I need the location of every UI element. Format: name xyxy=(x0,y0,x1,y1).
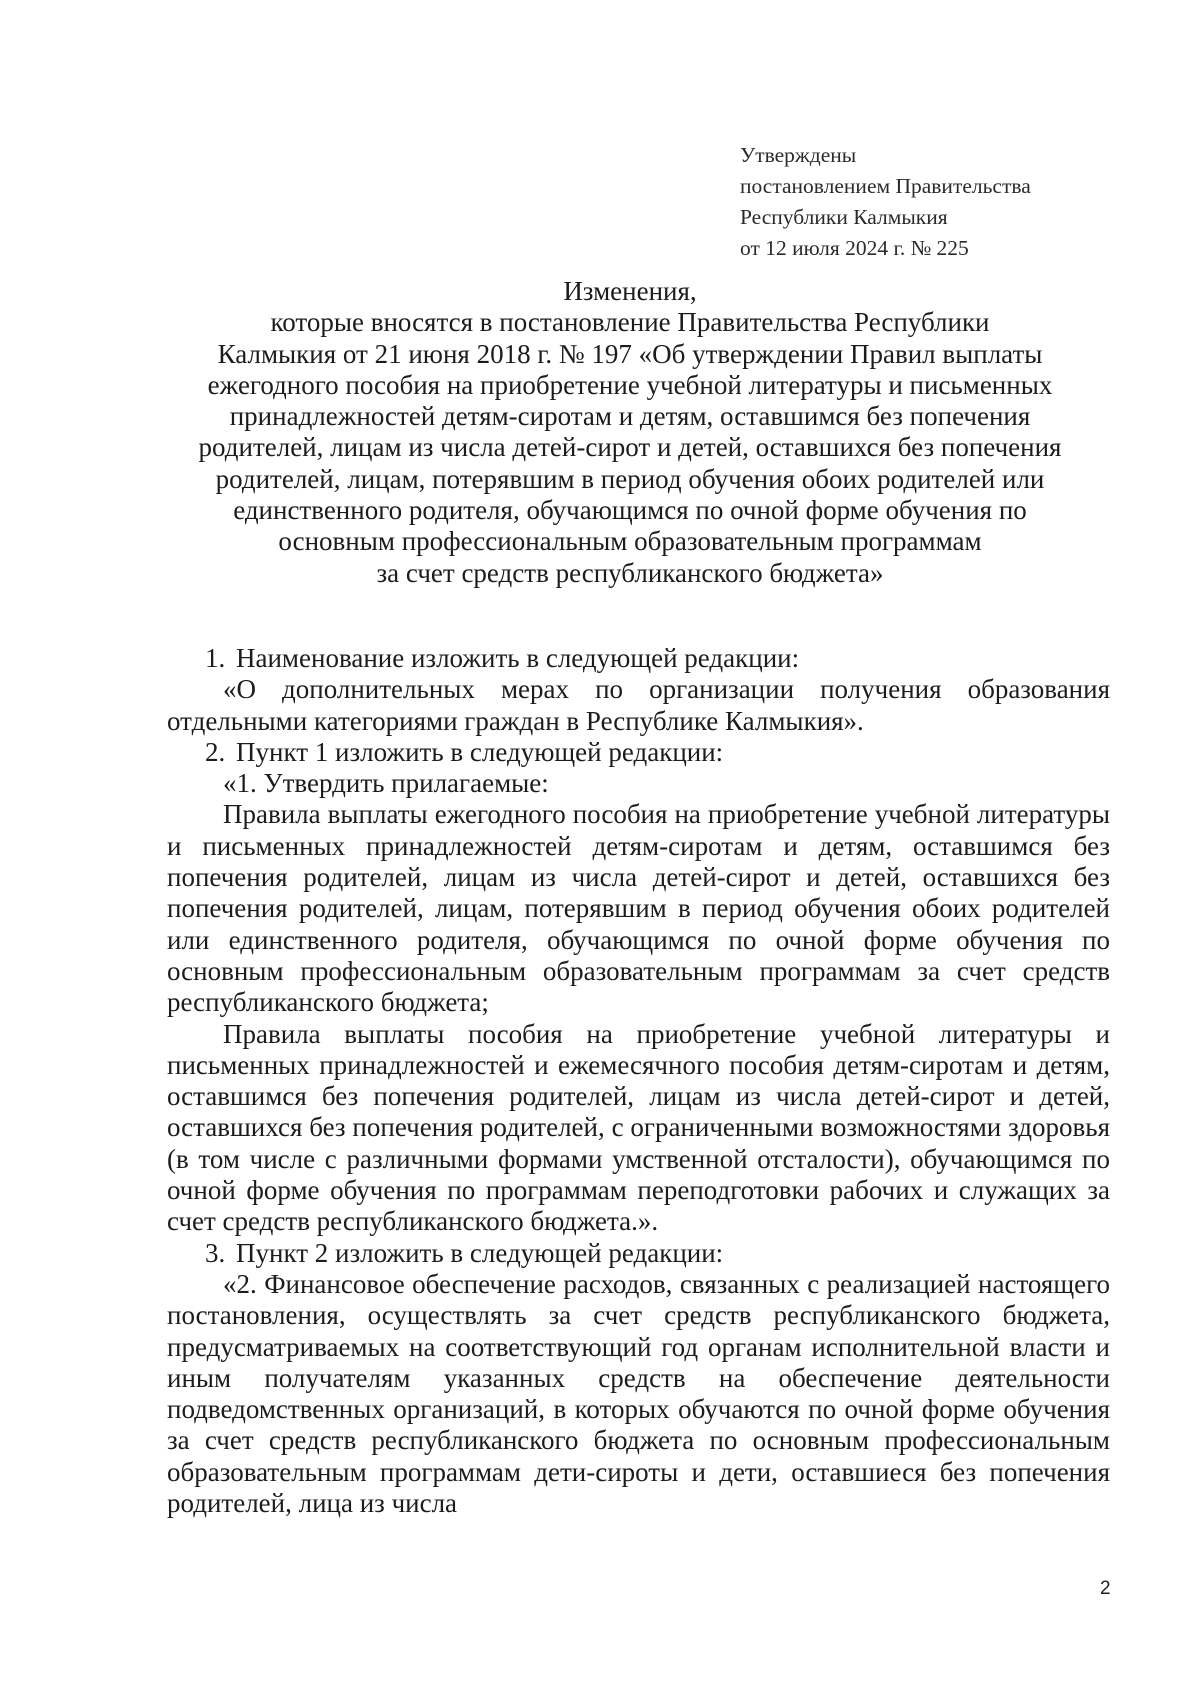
title-line: ежегодного пособия на приобретение учебной литературы и письменных xyxy=(207,369,1053,400)
document-title xyxy=(170,276,1090,589)
amendment-paragraph: Правила выплаты пособия на приобретение учебной литературы и письменных принадлежностей и ежемесячного пособия детям-сиротам и детям, оставшимся без попечения родителей, лицам из числа детей-сирот и детей, оставшихся без попечения родителей, с ограниченными возможностями здоровья (в том числе с различными формами умственной отсталости), обучающимся по очной форме обучения по программам переподготовки рабочих и служащих за счет средств республиканского бюджета.». xyxy=(167,1018,1110,1237)
title-line: родителей, лицам, потерявшим в период обучения обоих родителей или xyxy=(215,463,1045,494)
document-body xyxy=(167,643,1110,1519)
item-text: Наименование изложить в следующей редакции: xyxy=(236,643,800,673)
item-text: Пункт 1 изложить в следующей редакции: xyxy=(236,736,724,767)
amendment-paragraph: «1. Утвердить прилагаемые: xyxy=(223,768,549,799)
title-line: Калмыкия от 21 июня 2018 г. № 197 «Об утверждении Правил выплаты xyxy=(217,338,1043,369)
approval-line: Утверждены xyxy=(740,143,857,167)
approval-line: постановлением Правительства xyxy=(740,174,1031,198)
title-line: за счет средств республиканского бюджета» xyxy=(376,557,884,588)
amendment-paragraph: Правила выплаты ежегодного пособия на приобретение учебной литературы и письменных принадлежностей детям-сиротам и детям, оставшимся без попечения родителей, лицам из числа детей-сирот и детей, оставшихся без попечения родителей, лицам, потерявшим в период обучения обоих родителей или единственного родителя, обучающимся по очной форме обучения по основным профессиональным образовательным программам за счет средств республиканского бюджета; xyxy=(167,799,1110,1018)
amendment-paragraph: «2. Финансовое обеспечение расходов, связанных с реализацией настоящего постановления, осуществлять за счет средств республиканского бюджета, предусматриваемых на соответствующий год органам исполнительной власти и иным получателям указанных средств на обеспечение деятельности подведомственных организаций, в которых обучаются по очной форме обучения за счет средств республиканского бюджета по основным профессиональным образовательным программам дети-сироты и дети, оставшиеся без попечения родителей, лица из числа xyxy=(167,1268,1110,1519)
title-line: единственного родителя, обучающимся по очной форме обучения по xyxy=(233,495,1027,526)
title-line: которые вносятся в постановление Правительства Республики xyxy=(270,307,990,338)
title-line: принадлежностей детям-сиротам и детям, оставшимся без попечения xyxy=(229,401,1031,432)
title-line: Изменения, xyxy=(563,276,697,306)
title-line: родителей, лицам из числа детей-сирот и детей, оставшихся без попечения xyxy=(198,432,1062,463)
amendment-paragraph: «О дополнительных мерах по организации получения образования отдельными категориями граждан в Республике Калмыкия». xyxy=(167,674,1110,736)
amendment-item-2 xyxy=(167,737,1110,768)
approval-line: от 12 июля 2024 г. № 225 xyxy=(740,236,969,260)
item-number: 2. xyxy=(205,736,226,767)
approval-line: Республики Калмыкия xyxy=(740,205,948,229)
item-number: 3. xyxy=(205,1237,226,1268)
title-line: основным профессиональным образовательным программам xyxy=(278,526,982,557)
item-number: 1. xyxy=(205,643,226,673)
amendment-item-1 xyxy=(167,643,1110,674)
page-number: 2 xyxy=(1100,1578,1111,1599)
item-text: Пункт 2 изложить в следующей редакции: xyxy=(236,1237,724,1268)
amendment-item-3 xyxy=(167,1238,1110,1269)
approval-stamp xyxy=(740,140,1031,264)
